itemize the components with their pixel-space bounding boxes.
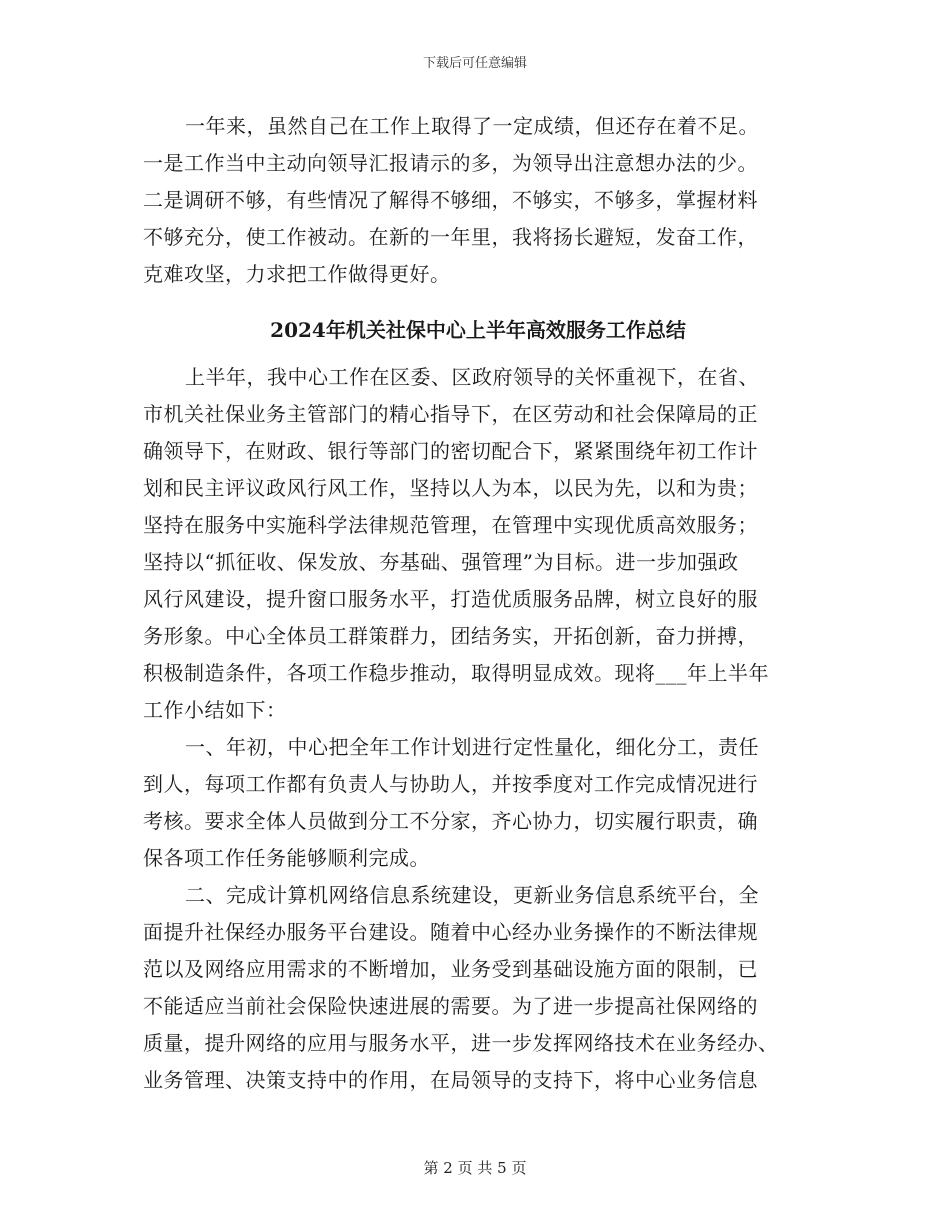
paragraph-line: 市机关社保业务主管部门的精心指导下，在区劳动和社会保障局的正 (143, 402, 758, 426)
paragraph-line: 坚持在服务中实施科学法律规范管理，在管理中实现优质高效服务； (143, 513, 758, 537)
paragraph-line: 风行风建设，提升窗口服务水平，打造优质服务品牌，树立良好的服 (143, 587, 758, 611)
paragraph-line: 二是调研不够，有些情况了解得不够细，不够实，不够多，掌握材料 (143, 188, 758, 212)
paragraph-line: 确领导下，在财政、银行等部门的密切配合下，紧紧围绕年初工作计 (143, 439, 758, 463)
paragraph-line: 一是工作当中主动向领导汇报请示的多，为领导出注意想办法的少。 (143, 151, 758, 175)
paragraph-line: 不能适应当前社会保险快速进展的需要。为了进一步提高社保网络的 (143, 994, 758, 1018)
paragraph-line: 质量，提升网络的应用与服务水平，进一步发挥网络技术在业务经办、 (143, 1031, 779, 1055)
document-title: 2024年机关社保中心上半年高效服务工作总结 (270, 318, 686, 342)
paragraph-line: 上半年，我中心工作在区委、区政府领导的关怀重视下，在省、 (185, 365, 759, 389)
paragraph-line: 工作小结如下： (143, 698, 287, 722)
paragraph-line: 面提升社保经办服务平台建设。随着中心经办业务操作的不断法律规 (143, 920, 758, 944)
paragraph-line: 坚持以“抓征收、保发放、夯基础、强管理”为目标。进一步加强政 (143, 550, 739, 574)
paragraph-line: 到人，每项工作都有负责人与协助人，并按季度对工作完成情况进行 (143, 772, 758, 796)
paragraph-line: 一、年初，中心把全年工作计划进行定性量化，细化分工，责任 (185, 735, 759, 759)
paragraph-line: 一年来，虽然自己在工作上取得了一定成绩，但还存在着不足。 (185, 114, 759, 138)
page-header: 下载后可任意编辑 (422, 56, 527, 71)
document-body (143, 108, 813, 1099)
paragraph-line: 范以及网络应用需求的不断增加，业务受到基础设施方面的限制，已 (143, 957, 758, 981)
paragraph-line: 不够充分，使工作被动。在新的一年里，我将扬长避短，发奋工作， (143, 225, 758, 249)
paragraph-line: 考核。要求全体人员做到分工不分家，齐心协力，切实履行职责，确 (143, 809, 758, 833)
paragraph-line: 保各项工作任务能够顺利完成。 (143, 846, 430, 870)
paragraph-line: 划和民主评议政风行风工作，坚持以人为本，以民为先，以和为贵； (143, 476, 758, 500)
paragraph-line: 务形象。中心全体员工群策群力，团结务实，开拓创新，奋力拼搏， (143, 624, 758, 648)
paragraph-line: 业务管理、决策支持中的作用，在局领导的支持下，将中心业务信息 (143, 1068, 758, 1092)
paragraph-line: 积极制造条件，各项工作稳步推动，取得明显成效。现将___年上半年 (143, 661, 769, 685)
page-footer: 第 2 页 共 5 页 (423, 1159, 527, 1177)
paragraph-line: 二、完成计算机网络信息系统建设，更新业务信息系统平台，全 (185, 883, 759, 907)
paragraph-line: 克难攻坚，力求把工作做得更好。 (143, 262, 451, 286)
